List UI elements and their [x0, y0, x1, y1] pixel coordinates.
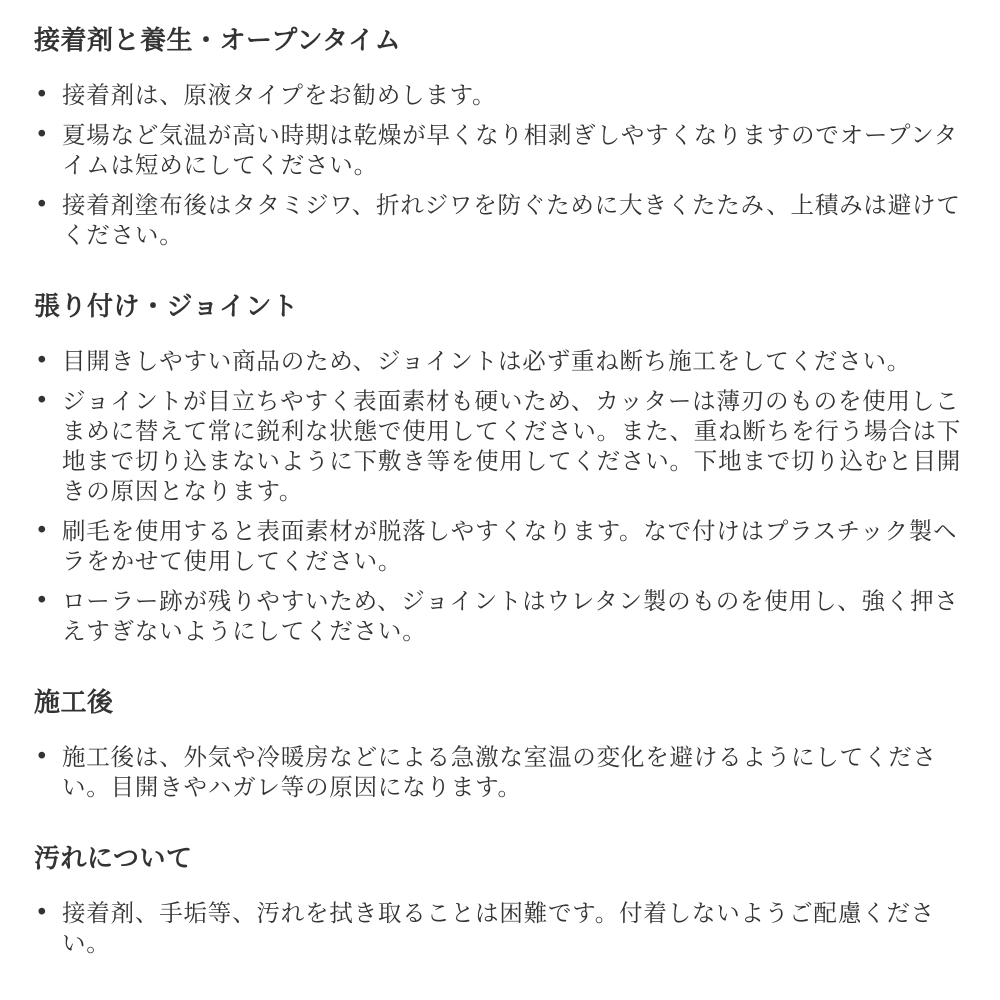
bullet-icon: •: [35, 388, 50, 414]
list-item-text: 接着剤は、原液タイプをお勧めします。: [62, 81, 497, 109]
section-installation-joint: [32, 290, 970, 646]
section-after-installation: [32, 686, 970, 802]
section-adhesive: [32, 24, 970, 250]
list-item: [32, 586, 970, 646]
list-item: [32, 742, 970, 802]
list-item: [32, 120, 970, 180]
section-stains: [32, 842, 970, 958]
list-item-text: ローラー跡が残りやすいため、ジョイントはウレタン製のものを使用し、強く押さえすぎないようにしてください。: [62, 587, 959, 645]
bullet-icon: •: [35, 518, 50, 544]
section-spacer: [32, 656, 970, 686]
section-title: 汚れについて: [34, 844, 193, 874]
list-item: [32, 190, 970, 250]
list-item-text: 刷毛を使用すると表面素材が脱落しやすくなります。なで付けはプラスチック製ヘラをかせて使用してください。: [62, 517, 958, 575]
bullet-list: [32, 346, 970, 646]
list-item-text: 目開きしやすい商品のため、ジョイントは必ず重ね断ち施工をしてください。: [62, 347, 912, 375]
section-spacer: [32, 812, 970, 842]
section-title: 施工後: [34, 688, 114, 718]
list-item: [32, 898, 970, 958]
bullet-list: [32, 898, 970, 958]
list-item-text: ジョイントが目立ちやすく表面素材も硬いため、カッターは薄刃のものを使用しこまめに替えて常に鋭利な状態で使用してください。また、重ね断ちを行う場合は下地まで切り込まないように下敷き等を使用してください。下地まで切り込むと目開きの原因となります。: [62, 387, 962, 505]
list-item: [32, 386, 970, 506]
bullet-list: [32, 80, 970, 250]
bullet-icon: •: [35, 348, 50, 374]
bullet-icon: •: [35, 588, 50, 614]
list-item: [32, 346, 970, 376]
list-item-text: 接着剤、手垢等、汚れを拭き取ることは困難です。付着しないようご配慮ください。: [62, 899, 935, 957]
list-item-text: 施工後は、外気や冷暖房などによる急激な室温の変化を避けるようにしてください。目開きやハガレ等の原因になります。: [62, 743, 937, 801]
bullet-icon: •: [35, 744, 50, 770]
bullet-icon: •: [35, 122, 50, 148]
bullet-icon: •: [35, 192, 50, 218]
list-item-text: 夏場など気温が高い時期は乾燥が早くなり相剥ぎしやすくなりますのでオープンタイムは短めにしてください。: [62, 121, 959, 179]
list-item: [32, 80, 970, 110]
section-title: 接着剤と養生・オープンタイム: [34, 26, 402, 56]
bullet-list: [32, 742, 970, 802]
section-title: 張り付け・ジョイント: [34, 292, 299, 322]
bullet-icon: •: [35, 900, 50, 926]
bullet-icon: •: [35, 82, 50, 108]
list-item-text: 接着剤塗布後はタタミジワ、折れジワを防ぐために大きくたたみ、上積みは避けてください。: [62, 191, 961, 249]
list-item: [32, 516, 970, 576]
section-spacer: [32, 260, 970, 290]
